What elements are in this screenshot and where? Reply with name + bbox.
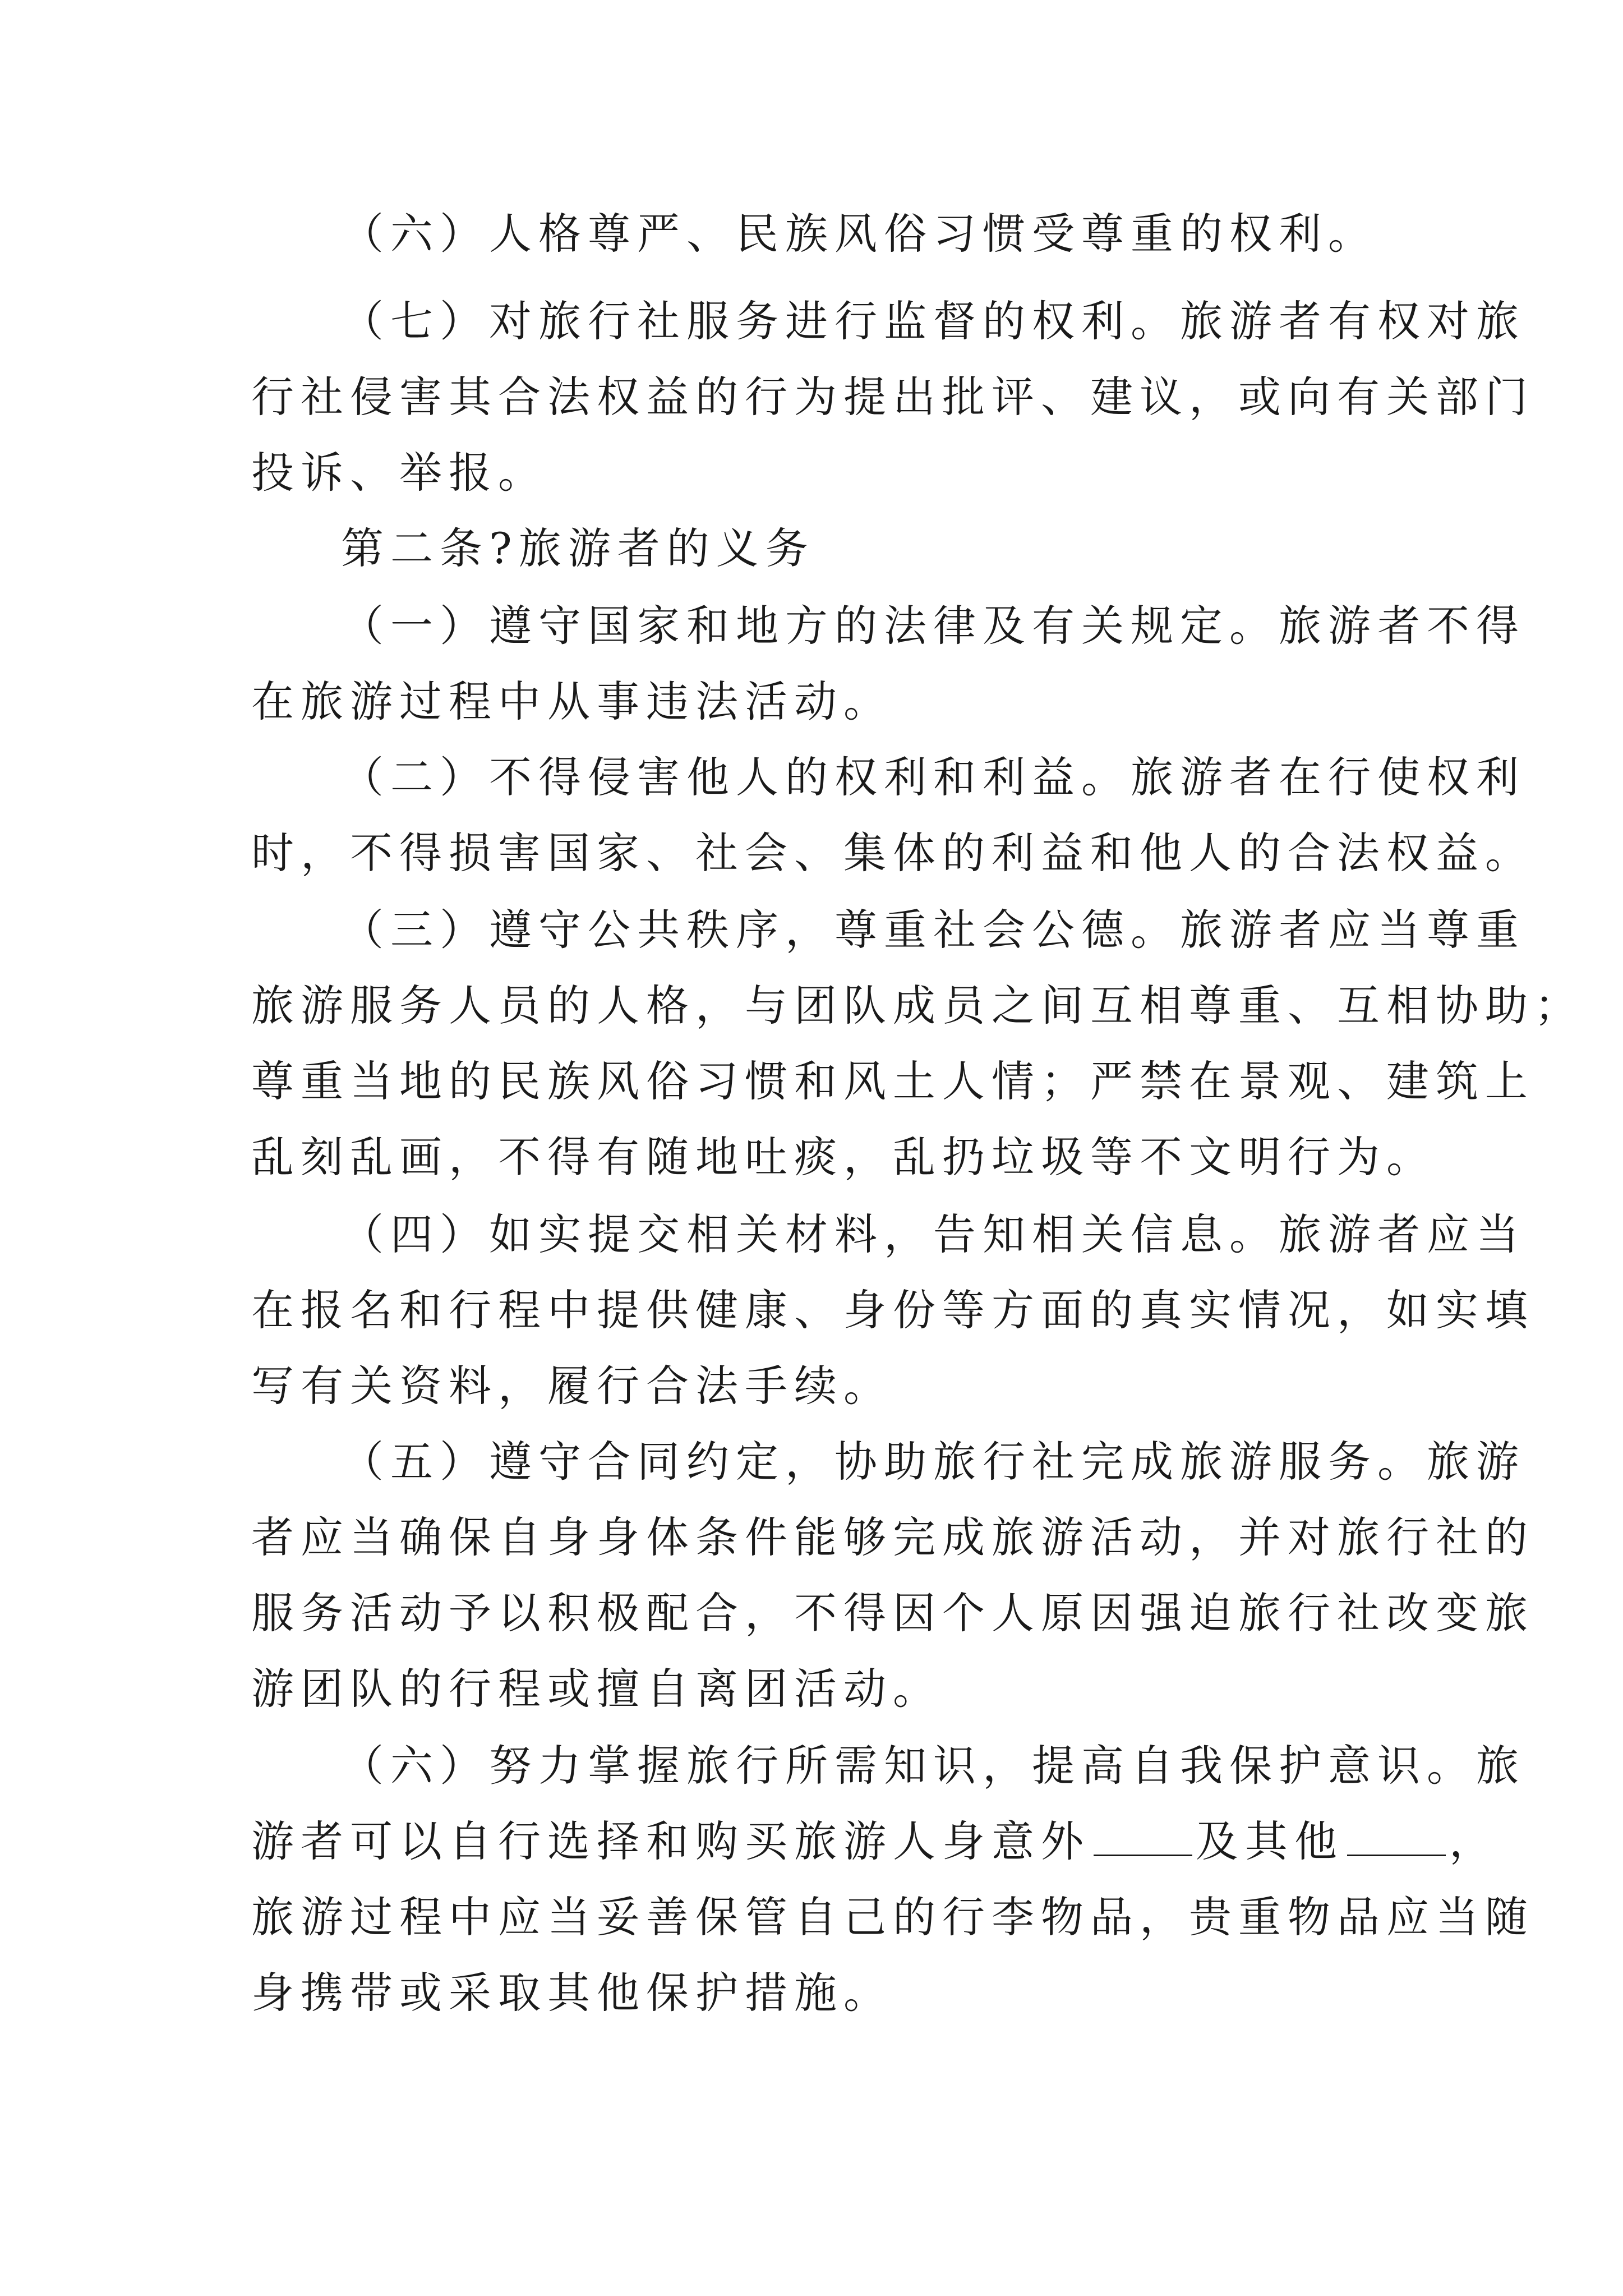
line-segment: ，	[1449, 1816, 1498, 1866]
paragraph-line: 乱刻乱画，不得有随地吐痰，乱扔垃圾等不文明行为。	[251, 1132, 1436, 1182]
paragraph-line: （四）如实提交相关材料，告知相关信息。旅游者应当	[341, 1209, 1525, 1259]
paragraph-line: 在旅游过程中从事违法活动。	[251, 677, 893, 726]
paragraph-line: 投诉、举报。	[251, 448, 547, 498]
paragraph-line: 者应当确保自身身体条件能够完成旅游活动，并对旅行社的	[251, 1512, 1534, 1562]
fill-in-blank	[1094, 1821, 1192, 1856]
paragraph-line: 游团队的行程或擅自离团活动。	[251, 1664, 942, 1714]
paragraph-line: 尊重当地的民族风俗习惯和风土人情；严禁在景观、建筑上	[251, 1056, 1534, 1106]
paragraph-line: 写有关资料，履行合法手续。	[251, 1361, 893, 1411]
section-heading: 第二条?旅游者的义务	[341, 523, 815, 573]
paragraph-line: 时，不得损害国家、社会、集体的利益和他人的合法权益。	[251, 828, 1534, 878]
line-segment: 游者可以自行选择和购买旅游人身意外	[251, 1816, 1090, 1866]
paragraph-line: （六）人格尊严、民族风俗习惯受尊重的权利。	[341, 209, 1377, 259]
paragraph-line: 行社侵害其合法权益的行为提出批评、建议，或向有关部门	[251, 372, 1534, 422]
paragraph-line: （七）对旅行社服务进行监督的权利。旅游者有权对旅	[341, 296, 1525, 346]
paragraph-line: （一）遵守国家和地方的法律及有关规定。旅游者不得	[341, 601, 1525, 651]
line-segment: 及其他	[1196, 1816, 1344, 1866]
paragraph-line: 服务活动予以积极配合，不得因个人原因强迫旅行社改变旅	[251, 1588, 1534, 1638]
paragraph-line: 旅游服务人员的人格，与团队成员之间互相尊重、互相协助；	[251, 981, 1584, 1030]
paragraph-line: 在报名和行程中提供健康、身份等方面的真实情况，如实填	[251, 1285, 1534, 1335]
paragraph-line-with-blanks	[251, 1815, 1498, 1869]
paragraph-line: （二）不得侵害他人的权利和利益。旅游者在行使权利	[341, 752, 1525, 802]
paragraph-line: （五）遵守合同约定，协助旅行社完成旅游服务。旅游	[341, 1437, 1525, 1487]
paragraph-line: （三）遵守公共秩序，尊重社会公德。旅游者应当尊重	[341, 905, 1525, 955]
paragraph-line: 身携带或采取其他保护措施。	[251, 1968, 893, 2018]
paragraph-line: 旅游过程中应当妥善保管自己的行李物品，贵重物品应当随	[251, 1892, 1534, 1942]
paragraph-line: （六）努力掌握旅行所需知识，提高自我保护意识。旅	[341, 1741, 1525, 1791]
fill-in-blank	[1347, 1821, 1446, 1856]
